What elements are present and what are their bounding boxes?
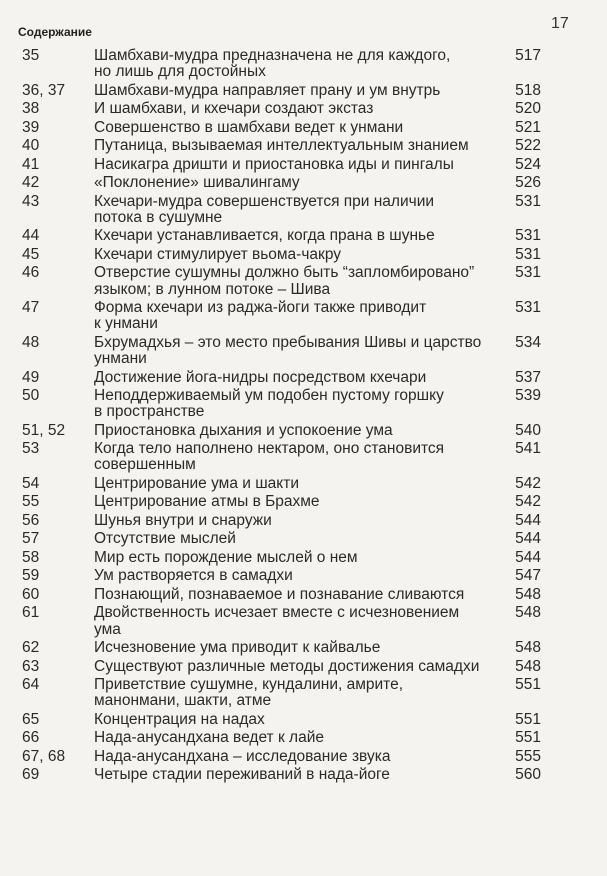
entry-title-line: Путаница, вызываемая интеллектуальным знанием (94, 137, 469, 155)
entry-number: 45 (22, 245, 40, 263)
toc-entry (0, 83, 607, 99)
entry-page: 548 (515, 585, 541, 603)
entry-title (94, 120, 486, 136)
toc-entry (0, 423, 607, 439)
toc-entry (0, 48, 607, 80)
entry-title (94, 476, 486, 492)
entry-title (94, 640, 486, 656)
entry-page: 531 (515, 299, 541, 317)
entry-title (94, 513, 486, 529)
entry-title-line: совершенным (94, 456, 196, 474)
entry-title-line: манонмани, шакти, атме (94, 692, 272, 710)
toc-entry (0, 749, 607, 765)
entry-title (94, 83, 486, 99)
entry-title-line: Двойственность исчезает вместе с исчезновением (94, 604, 460, 622)
toc-entry (0, 194, 607, 226)
entry-page: 526 (515, 174, 541, 192)
entry-page: 560 (515, 766, 541, 784)
toc-entry (0, 101, 607, 117)
entry-title-line: потока в сушумне (94, 208, 223, 226)
entry-title-line: но лишь для достойных (94, 63, 266, 81)
page-number: 17 (551, 15, 569, 32)
entry-number: 59 (22, 567, 40, 585)
entry-title-line: Мир есть порождение мыслей о нем (94, 548, 358, 566)
entry-number: 65 (22, 710, 40, 728)
toc-entry (0, 605, 607, 637)
entry-number: 64 (22, 676, 40, 694)
entry-number: 42 (22, 174, 40, 192)
entry-title (94, 175, 486, 191)
entry-page: 534 (515, 333, 541, 351)
entry-title-line: Насикагра дришти и приостановка иды и пингалы (94, 155, 454, 173)
entry-number: 38 (22, 100, 40, 118)
toc-entry (0, 441, 607, 473)
entry-number: 36, 37 (22, 81, 66, 99)
entry-title (94, 157, 486, 173)
entry-title (94, 194, 486, 226)
entry-title-line: Отверстие сушумны должно быть “запломбировано” (94, 264, 475, 282)
entry-number: 46 (22, 264, 40, 282)
entry-page: 539 (515, 387, 541, 405)
entry-number: 66 (22, 729, 40, 747)
entry-title (94, 48, 486, 80)
entry-number: 35 (22, 47, 40, 64)
entry-page: 544 (515, 530, 541, 548)
entry-number: 62 (22, 639, 40, 657)
entry-page: 531 (515, 245, 541, 263)
entry-title-line: Центрирование атмы в Брахме (94, 493, 320, 511)
entry-title (94, 388, 486, 420)
entry-title-line: Отсутствие мыслей (94, 530, 236, 548)
entry-page: 531 (515, 227, 541, 245)
entry-number: 67, 68 (22, 747, 66, 765)
entry-page: 544 (515, 548, 541, 566)
entry-page: 520 (515, 100, 541, 118)
entry-page: 518 (515, 81, 541, 99)
entry-page: 521 (515, 118, 541, 136)
entry-title-line: Исчезновение ума приводит к кайвалье (94, 639, 381, 657)
entry-title-line: Форма кхечари из раджа-йоги также приводит (94, 299, 427, 317)
entry-title (94, 531, 486, 547)
entry-title-line: Когда тело наполнено нектаром, оно становится (94, 440, 445, 458)
entry-title-line: Кхечари-мудра совершенствуется при наличии (94, 192, 435, 210)
entry-title-line: Ум растворяется в самадхи (94, 567, 293, 585)
toc-entry (0, 568, 607, 584)
entry-title-line: Четыре стадии переживаний в нада-йоге (94, 766, 390, 784)
entry-title-line: Совершенство в шамбхави ведет к унмани (94, 118, 404, 136)
entry-number: 41 (22, 155, 40, 173)
entry-title-line: Нада-анусандхана – исследование звука (94, 747, 391, 765)
entry-page: 524 (515, 155, 541, 173)
entry-title (94, 101, 486, 117)
entry-title-line: Бхрумадхья – это место пребывания Шивы и царство (94, 333, 482, 351)
entry-title (94, 550, 486, 566)
entry-title-line: Приостановка дыхания и успокоение ума (94, 421, 393, 439)
entry-title (94, 712, 486, 728)
toc-entry (0, 247, 607, 263)
entry-page: 555 (515, 747, 541, 765)
section-title: Содержание (18, 25, 92, 39)
entry-page: 551 (515, 676, 541, 694)
entry-title (94, 247, 486, 263)
entry-title (94, 441, 486, 473)
entry-title-line: Концентрация на надах (94, 710, 265, 728)
entry-title (94, 370, 486, 386)
entry-title (94, 300, 486, 332)
toc-entry (0, 659, 607, 675)
entry-page: 540 (515, 421, 541, 439)
entry-title-line: Познающий, познаваемое и познавание сливаются (94, 585, 465, 603)
entry-number: 39 (22, 118, 40, 136)
toc-entry (0, 120, 607, 136)
entry-title-line: Приветствие сушумне, кундалини, амрите, (94, 676, 404, 694)
toc-entry (0, 531, 607, 547)
entry-page: 537 (515, 368, 541, 386)
toc-entry (0, 370, 607, 386)
toc-entry (0, 513, 607, 529)
entry-number: 51, 52 (22, 421, 66, 439)
entry-title (94, 730, 486, 746)
entry-page: 547 (515, 567, 541, 585)
entry-number: 54 (22, 474, 40, 492)
entry-page: 548 (515, 639, 541, 657)
entry-title-line: Кхечари стимулирует вьома-чакру (94, 245, 342, 263)
entry-number: 56 (22, 511, 40, 529)
entry-page: 551 (515, 710, 541, 728)
entry-number: 69 (22, 766, 40, 784)
toc-entry (0, 265, 607, 297)
entry-number: 43 (22, 192, 40, 210)
toc-entry (0, 640, 607, 656)
entry-title (94, 494, 486, 510)
entry-number: 60 (22, 585, 40, 603)
entry-number: 61 (22, 604, 40, 622)
entry-title-line: Шунья внутри и снаружи (94, 511, 272, 529)
entry-title (94, 228, 486, 244)
entry-title (94, 138, 486, 154)
entry-number: 47 (22, 299, 40, 317)
toc-entry (0, 476, 607, 492)
entry-title (94, 265, 486, 297)
toc-entry (0, 300, 607, 332)
toc-entry (0, 388, 607, 420)
toc-entry (0, 157, 607, 173)
entry-title-line: Центрирование ума и шакти (94, 474, 299, 492)
entry-title-line: И шамбхави, и кхечари создают экстаз (94, 100, 374, 118)
entry-title-line: «Поклонение» шивалингаму (94, 174, 300, 192)
table-of-contents (0, 48, 607, 786)
entry-title (94, 767, 486, 783)
toc-entry (0, 335, 607, 367)
entry-page: 544 (515, 511, 541, 529)
entry-title-line: Достижение йога-нидры посредством кхечари (94, 368, 427, 386)
entry-number: 63 (22, 657, 40, 675)
entry-title (94, 587, 486, 603)
entry-number: 57 (22, 530, 40, 548)
entry-title (94, 335, 486, 367)
entry-title-line: ума (94, 620, 121, 638)
entry-number: 55 (22, 493, 40, 511)
entry-title-line: языком; в лунном потоке – Шива (94, 280, 331, 298)
entry-title-line: Неподдерживаемый ум подобен пустому горшку (94, 387, 444, 405)
entry-title (94, 605, 486, 637)
entry-title (94, 677, 486, 709)
entry-page: 551 (515, 729, 541, 747)
toc-entry (0, 228, 607, 244)
entry-title (94, 659, 486, 675)
toc-entry (0, 175, 607, 191)
entry-title-line: Существуют различные методы достижения самадхи (94, 657, 480, 675)
entry-title-line: в пространстве (94, 403, 205, 421)
entry-page: 541 (515, 440, 541, 458)
toc-entry (0, 494, 607, 510)
entry-number: 53 (22, 440, 40, 458)
entry-number: 49 (22, 368, 40, 386)
toc-entry (0, 550, 607, 566)
entry-title (94, 749, 486, 765)
entry-number: 40 (22, 137, 40, 155)
entry-title (94, 423, 486, 439)
toc-entry (0, 730, 607, 746)
entry-page: 548 (515, 604, 541, 622)
entry-page: 542 (515, 493, 541, 511)
toc-entry (0, 712, 607, 728)
entry-title-line: Нада-анусандхана ведет к лайе (94, 729, 324, 747)
entry-page: 531 (515, 264, 541, 282)
entry-page: 522 (515, 137, 541, 155)
toc-entry (0, 767, 607, 783)
entry-title-line: Шамбхави-мудра направляет прану и ум внутрь (94, 81, 441, 99)
toc-entry (0, 138, 607, 154)
entry-page: 548 (515, 657, 541, 675)
entry-page: 542 (515, 474, 541, 492)
toc-entry (0, 587, 607, 603)
toc-entry (0, 677, 607, 709)
entry-number: 58 (22, 548, 40, 566)
entry-title-line: к унмани (94, 315, 158, 333)
entry-page: 531 (515, 192, 541, 210)
entry-number: 48 (22, 333, 40, 351)
entry-number: 44 (22, 227, 40, 245)
entry-title-line: Шамбхави-мудра предназначена не для каждого, (94, 47, 451, 64)
entry-title (94, 568, 486, 584)
entry-title-line: Кхечари устанавливается, когда прана в шунье (94, 227, 435, 245)
entry-page: 517 (515, 47, 541, 64)
entry-title-line: унмани (94, 350, 147, 368)
entry-number: 50 (22, 387, 40, 405)
